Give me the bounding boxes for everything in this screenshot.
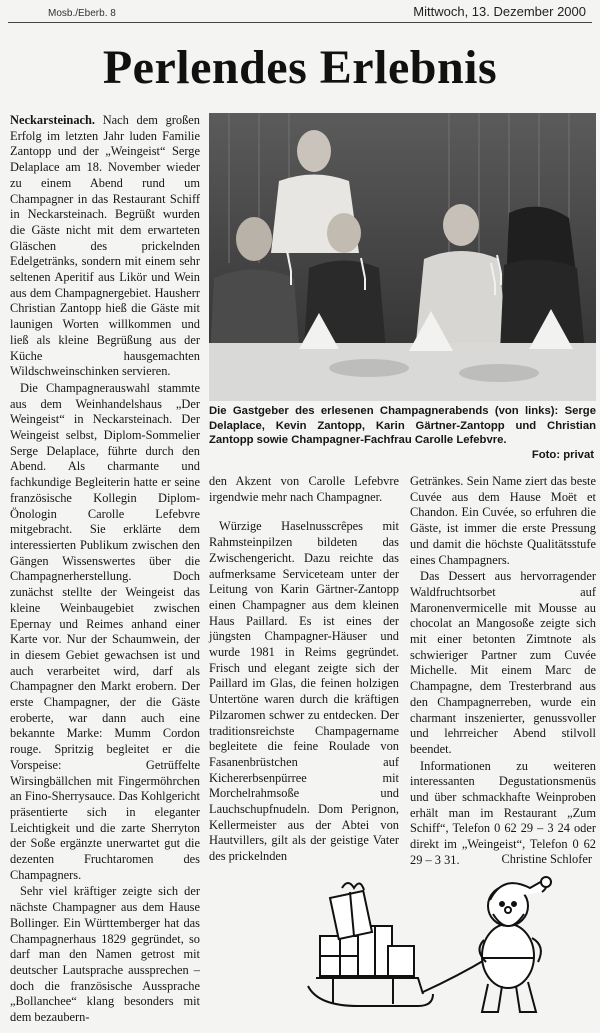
article-column-3 (410, 474, 596, 869)
santa-icon (298, 866, 560, 1026)
dateline: Neckarsteinach. (10, 113, 95, 127)
photo-credit: Foto: privat (531, 449, 594, 461)
article-paragraph: Informationen zu weiteren interessanten Degustationsmenüs und über schmackhafte Weinproben erhält man im Restaurant „Zum Schiff“, Telefon 0 62 29 – 3 24 oder direkt im „Weingeist“, Telefon 0 62 29 – 3 31. (410, 758, 596, 867)
article-column-1 (10, 113, 200, 1026)
photo-caption: Die Gastgeber des erlesenen Champagnerabends (von links): Serge Delaplace, Kevin Zantopp, Karin Gärtner-Zantopp und Christian Zantopp sowie Champagner-Fachfrau Carolle Lefebvre. (209, 405, 596, 447)
article-paragraph: Würzige Haselnusscrêpes mit Rahmsteinpilzen bildeten das Zwischengericht. Dazu reichte das aufmerksame Serviceteam unter der Leitung von Karin Gärtner-Zantopp einen Champagner aus dem kleinen Haus Paillard. Es ist eines der jüngsten Champagner-Häuser und wurde 1981 in Reims gegründet. Frisch und elegant zeigte sich der Paillard im Glas, die feinen holzigen Untertöne waren durch die kräftigen Pilzaromen schwer zu entdecken. Der traditionsreichste Champagername begleitete die feine Roulade von Fasanenbrüstchen auf Kichererbsenpürree mit Morchelrahmsoße und Lauchschupfnudeln. Dom Perignon, Kellermeister aus der Abtei von Hautvillers, gilt als der geistige Vater des prickelnden (209, 519, 399, 864)
article-paragraph: Getränkes. Sein Name ziert das beste Cuvée aus dem Hause Moët et Chandon. Ein Cuvée, so erfuhren die Gäste, ist immer die erste Pressung und damit die höchste Qualitätsstufe eines Champagners. (410, 474, 596, 567)
section-label: Mosb./Eberb. 8 (48, 8, 116, 19)
group-photo-illustration (209, 113, 596, 401)
article-column-2 (209, 474, 399, 865)
article-paragraph: Sehr viel kräftiger zeigte sich der nächste Champagner aus dem Hause Bollinger. Ein Württemberger hat das Champagnerhaus 1829 gegründet, so darf man den Namen getrost mit deutscher Lautsprache aussprechen – doch die französische Aussprache „Bollanchee“ klang besonders mit dem bezaubern- (10, 884, 200, 1025)
issue-date: Mittwoch, 13. Dezember 2000 (413, 4, 586, 19)
article-paragraph: Das Dessert aus hervorragender Waldfruchtsorbet auf Maronenvermicelle mit Mousse au chocolat an Mangosoße zeigte sich mit einer betonten Zimtnote als schwieriger Partner zum Cuvée Michelle. Mit einem Marc de Champagne, dem Tresterbrand aus den Champagnerreben, wurde ein charmant inszenierter, genussvoller und lehrreicher Abend stilvoll beendet. (410, 569, 596, 756)
article-paragraph: den Akzent von Carolle Lefebvre irgendwie mehr nach Champagner. (209, 474, 399, 504)
article-paragraph: Die Champagnerauswahl stammte aus dem Weinhandelshaus „Der Weingeist“ in Neckarsteinach. Der Weingeist selbst, Diplom-Sommelier Serge Delaplace, führte durch den Abend. Als charmante und fachkundige Begleiterin hatte er seine französische Kollegin Diplom-Önologin Carolle Lefebvre mitgebracht. Sie erklärte dem interessierten Publikum zwischen den Gängen Wissenswertes über die Champagnerherstellung. Doch zunächst stellte der Weingeist das kleine Weinbaugebiet zwischen Epernay und Reimes anhand einer Karte vor. Nur der Schaumwein, der in diesem Gebiet gewachsen ist und auch verarbeitet wird, darf als Champagner den Markt erobern. Der erste Champagner, der die Gäste eroberte, war dann auch eine bekannte Marke: Mumm Cordon rouge. Spritzig begleitet er die Vorspeise: Getrüffelte Wirsingbällchen mit Fingermöhrchen an Fino-Sherrysauce. Das Kohlgericht präsentierte sich in eleganter Leichtigkeit und die zarte Sherryton der Soße ergänzte unerwartet gut die dezenten Fruchtaromen des Champagners. (10, 380, 200, 882)
article-headline: Perlendes Erlebnis (102, 41, 498, 94)
santa-sled-clipart (298, 866, 560, 1026)
header-rule (8, 22, 592, 23)
article-author: Christine Schlofer (501, 852, 592, 866)
article-paragraph: Neckarsteinach. Nach dem großen Erfolg im letzten Jahr luden Familie Zantopp und der „Weingeist“ Serge Delaplace am 18. November wieder zu einem Abend rund um Champagner in das Restaurant Schiff in Neckarsteinach. Begrüßt wurden die Gäste nicht mit dem erwarteten Gläschen des prickelnden Edelgetränks, sondern mit einem sehr seltenen Aperitif aus Likör und Wein aus dem Champagnergebiet. Hausherr Christian Zantopp hieß die Gäste mit launigen Worten willkommen und ließ als kleine Begrüßung aus der Küche hausgemachten Wildschweinschinken servieren. (10, 113, 200, 379)
event-photo (209, 113, 596, 401)
